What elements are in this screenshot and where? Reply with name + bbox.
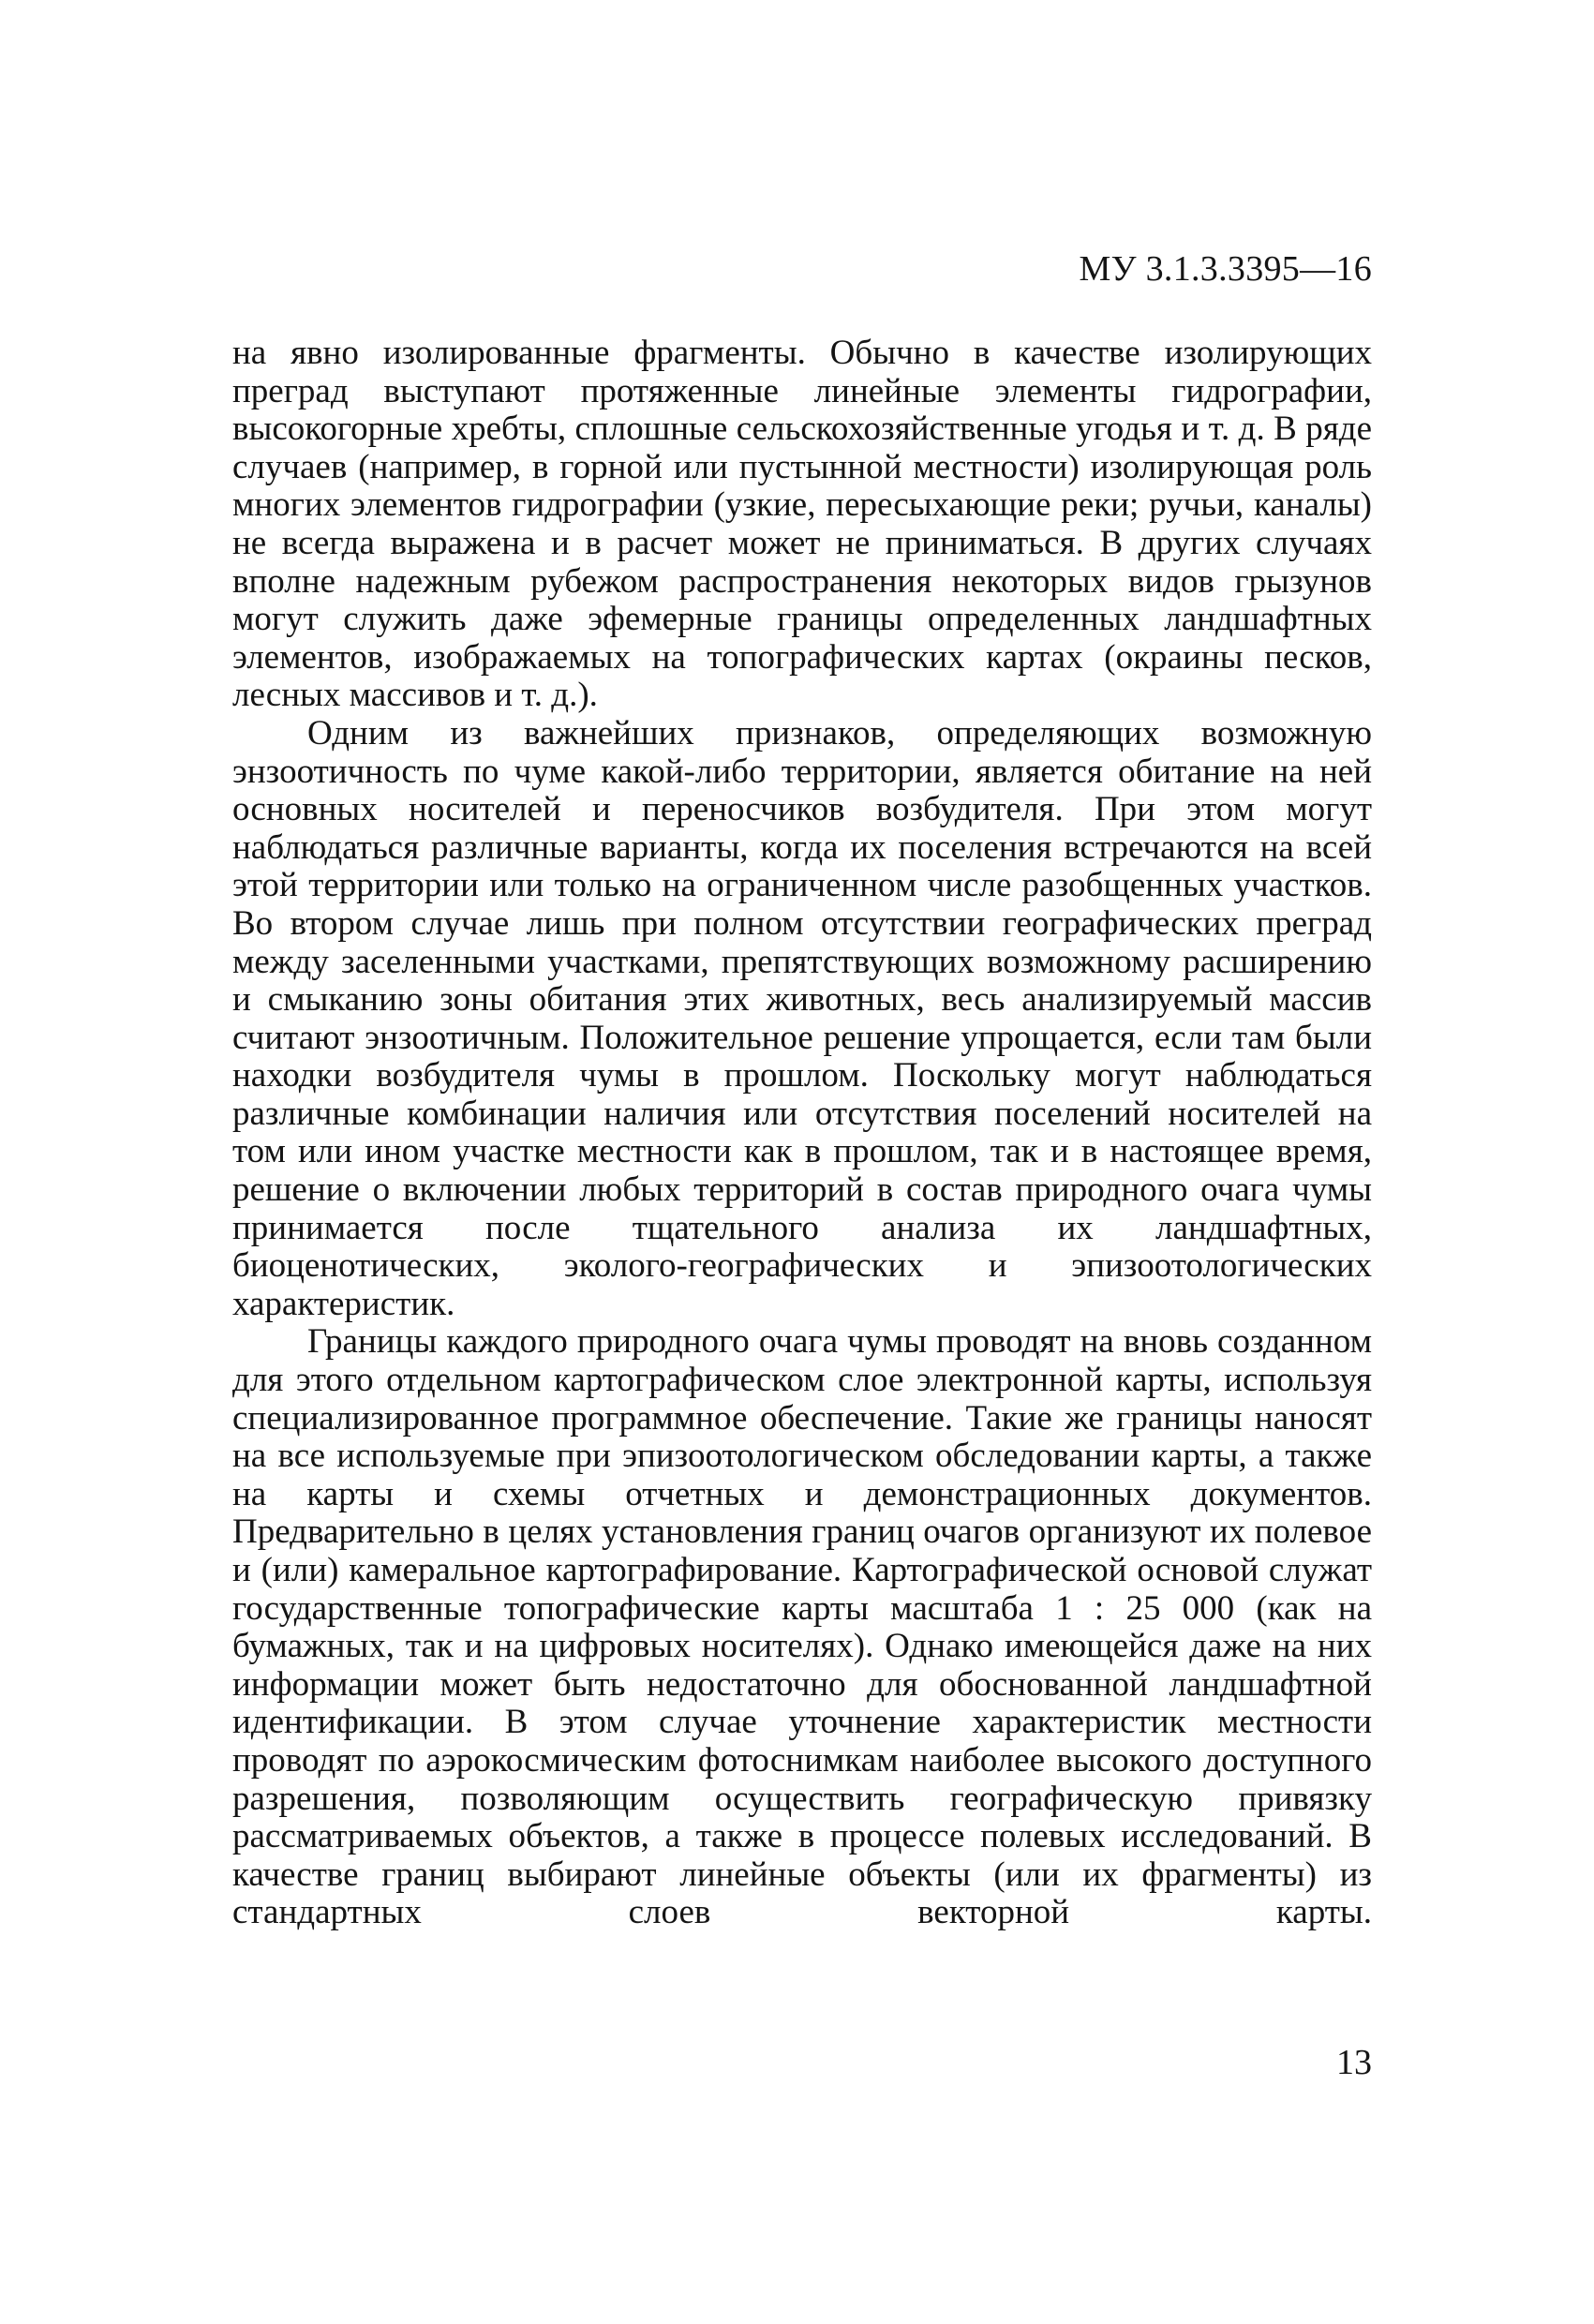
body-text [232, 335, 1372, 1932]
paragraph-enzootic-signs: Одним из важнейших признаков, определяющих возможную энзоотичность по чуме какой-либо территории, является обитание на ней основных носителей и переносчиков возбудителя. При этом могут наблюдаться различные варианты, когда их поселения встречаются на всей этой территории или только на ограниченном числе разобщенных участков. Во втором случае лишь при полном отсутствии географических преград между заселенными участками, препятствующих возможному расширению и смыканию зоны обитания этих животных, весь анализируемый массив считают энзоотичным. Положительное решение упрощается, если там были находки возбудителя чумы в прошлом. Поскольку могут наблюдаться различные комбинации наличия или отсутствия поселений носителей на том или ином участке местности как в прошлом, так и в настоящее время, решение о включении любых территорий в состав природного очага чумы принимается после тщательного анализа их ландшафтных, биоценотических, эколого-географических и эпизоотологических характеристик. [232, 713, 1372, 1323]
paragraph-continuation: на явно изолированные фрагменты. Обычно в качестве изолирующих преград выступают протяженные линейные элементы гидрографии, высокогорные хребты, сплошные сельскохозяйственные угодья и т. д. В ряде случаев (например, в горной или пустынной местности) изолирующая роль многих элементов гидрографии (узкие, пересыхающие реки; ручьи, каналы) не всегда выражена и в расчет может не приниматься. В других случаях вполне надежным рубежом распространения некоторых видов грызунов могут служить даже эфемерные границы определенных ландшафтных элементов, изображаемых на топографических картах (окраины песков, лесных массивов и т. д.). [232, 334, 1372, 715]
document-code: МУ 3.1.3.3395—16 [1079, 249, 1372, 289]
paragraph-focus-boundaries: Границы каждого природного очага чумы проводят на вновь созданном для этого отдельном картографическом слое электронной карты, используя специализированное программное обеспечение. Такие же границы наносят на все используемые при эпизоотологическом обследовании карты, а также на карты и схемы отчетных и демонстрационных документов. Предварительно в целях установления границ очагов организуют их полевое и (или) камеральное картографирование. Картографической основой служат государственные топографические карты масштаба 1 : 25 000 (как на бумажных, так и на цифровых носителях). Однако имеющейся даже на них информации может быть недостаточно для обоснованной ландшафтной идентификации. В этом случае уточнение характеристик местности проводят по аэрокосмическим фотоснимкам наиболее высокого доступного разрешения, позволяющим осуществить географическую привязку рассматриваемых объектов, а также в процессе полевых исследований. В качестве границ выбирают линейные объекты (или их фрагменты) из стандартных слоев векторной карты. [232, 1322, 1372, 1932]
page-number: 13 [1336, 2043, 1372, 2082]
